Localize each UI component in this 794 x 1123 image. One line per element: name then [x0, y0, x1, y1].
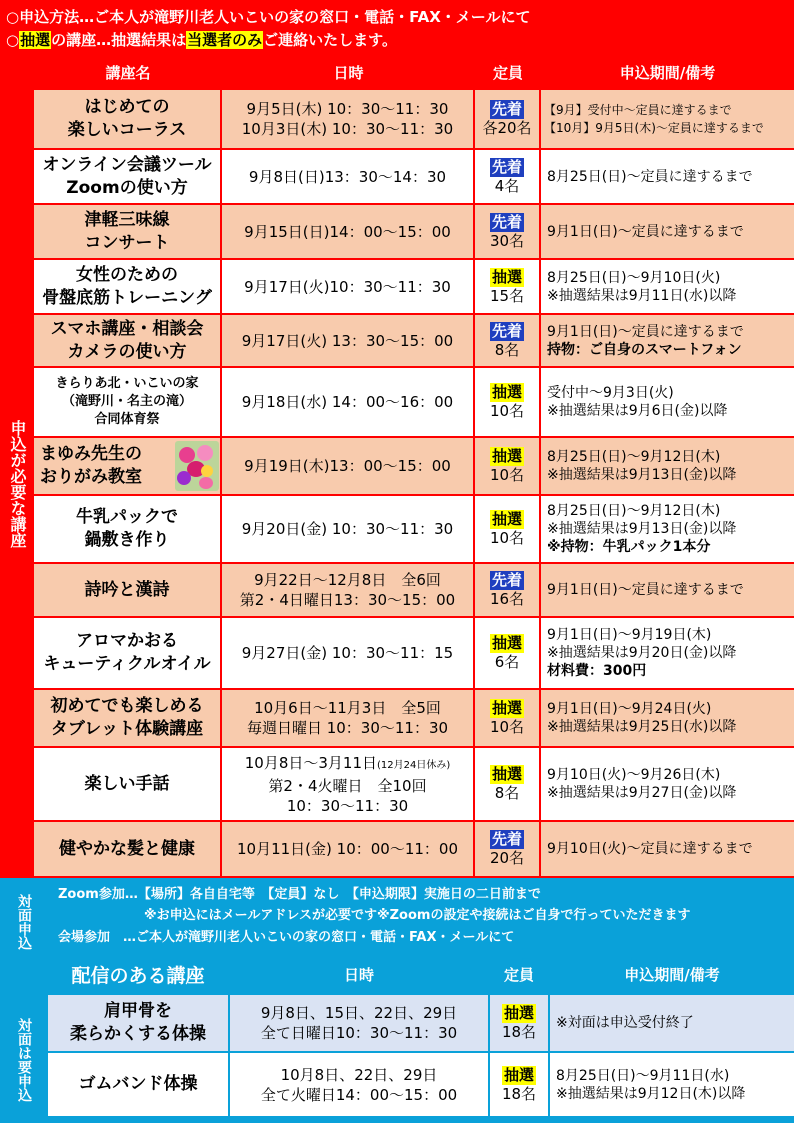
datetime-line: 10：30～11：30 [286, 796, 409, 815]
application-period [541, 618, 794, 690]
lottery-badge: 抽選 [491, 765, 522, 783]
application-period [541, 690, 794, 748]
course-capacity [475, 438, 541, 496]
course-name-line: 合同体育祭 [94, 412, 160, 427]
datetime-line: 10月3日(木) 10：30～11：30 [241, 120, 454, 138]
period-note-line: 9月1日(日)～9月19日(木) [547, 627, 712, 643]
course-datetime [222, 618, 475, 690]
period-note-line: 9月1日(日)～定員に達するまで [547, 223, 744, 240]
course-capacity [490, 1053, 550, 1118]
datetime-line: 全て日曜日10：30～11：30 [260, 1024, 458, 1042]
period-note-line: ※持物：牛乳パック1本分 [547, 539, 711, 555]
course-capacity [475, 748, 541, 822]
course-datetime [222, 822, 475, 878]
side-label-required-in-person: 対面は要申込 [16, 1017, 32, 1102]
course-name-line: 鍋敷き作り [84, 530, 170, 550]
capacity-count: 18名 [501, 1084, 537, 1103]
capacity-count: 4名 [494, 176, 520, 195]
table-row [34, 564, 794, 618]
period-note-line: ※抽選結果は9月27日(金)以降 [547, 785, 737, 801]
course-name-line: まゆみ先生の [40, 444, 142, 464]
lottery-badge: 抽選 [491, 383, 522, 401]
course-name [34, 205, 222, 260]
course-name-line: はじめての [84, 97, 170, 117]
column-header-capacity: 定員 [492, 64, 523, 82]
course-datetime [222, 690, 475, 748]
capacity-count: 20名 [489, 849, 525, 867]
datetime-line: 9月15日(日)14：00～15：00 [244, 222, 451, 241]
course-name [48, 995, 230, 1053]
application-period [541, 822, 794, 878]
lottery-badge: 抽選 [491, 447, 522, 465]
online-table-header [48, 955, 794, 995]
course-name-line: 初めてでも楽しめる [50, 696, 204, 716]
venue-info: 会場参加 …ご本人が滝野川老人いこいの家の窓口・電話・FAX・メールにて [58, 930, 515, 945]
first-come-badge: 先着 [491, 157, 522, 176]
course-capacity [490, 995, 550, 1053]
capacity-count: 8名 [494, 784, 520, 802]
lottery-badge: 抽選 [503, 1065, 534, 1084]
course-name-line: （滝野川・名主の滝） [61, 394, 192, 409]
course-name [34, 90, 222, 150]
column-header-online-capacity: 定員 [490, 955, 550, 995]
datetime-line: 10月11日(金) 10：00～11：00 [237, 840, 458, 858]
lottery-note: ○抽選の講座…抽選結果は当選者のみご連絡いたします。 [6, 31, 397, 49]
application-period [541, 260, 794, 315]
period-note-line: 8月25日(日)～9月10日(火) [547, 269, 721, 286]
period-note-line: ※抽選結果は9月13日(金)以降 [547, 467, 737, 483]
datetime-line: 9月18日(水) 14：00～16：00 [241, 393, 454, 411]
application-period [541, 150, 794, 205]
datetime-line: 9月20日(金) 10：30～11：30 [241, 520, 454, 538]
lottery-badge: 抽選 [491, 267, 522, 286]
column-header-online-title: 配信のある講座 [48, 955, 230, 995]
course-name-line: 詩吟と漢詩 [84, 579, 170, 600]
datetime-line: 10月6日～11月3日 全5回 [254, 699, 441, 717]
course-name-line: カメラの使い方 [67, 341, 187, 362]
table-row [34, 90, 794, 150]
course-name [34, 150, 222, 205]
table-row [34, 496, 794, 564]
table-row [34, 205, 794, 260]
first-come-badge: 先着 [491, 100, 522, 118]
lottery-badge: 抽選 [503, 1004, 534, 1022]
course-name-line: タブレット体験講座 [50, 719, 204, 739]
period-note-line: ※抽選結果は9月20日(金)以降 [547, 645, 737, 661]
flower-petal [201, 465, 213, 477]
course-datetime [222, 205, 475, 260]
first-come-badge: 先着 [491, 830, 522, 848]
course-datetime [222, 150, 475, 205]
period-note-line: ※対面は申込受付終了 [556, 1015, 694, 1031]
capacity-count: 18名 [501, 1023, 537, 1041]
lottery-badge: 抽選 [491, 699, 522, 717]
datetime-line: 毎週日曜日 10：30～11：30 [246, 719, 449, 737]
capacity-count: 8名 [494, 340, 520, 359]
course-capacity [475, 496, 541, 564]
capacity-count: 16名 [489, 590, 525, 608]
side-label-in-person: 対面申込 [16, 894, 32, 950]
course-capacity [475, 368, 541, 438]
course-name-line: おりがみ教室 [40, 467, 142, 487]
course-datetime [230, 995, 490, 1053]
period-note-line: 【9月】受付中～定員に達するまで [544, 103, 732, 117]
capacity-count: 6名 [494, 653, 520, 671]
course-capacity [475, 90, 541, 150]
lottery-badge: 抽選 [491, 634, 522, 652]
application-period [541, 315, 794, 368]
course-name-line: スマホ講座・相談会 [50, 318, 204, 339]
course-datetime [222, 90, 475, 150]
datetime-line: 9月8日(日)13：30～14：30 [248, 167, 447, 186]
course-capacity [475, 690, 541, 748]
datetime-line: 第2・4火曜日 全10回 [268, 776, 427, 795]
table-row [34, 315, 794, 368]
course-name-line: 健やかな髪と健康 [59, 838, 195, 859]
datetime-line: 9月17日(火) 13：30～15：00 [241, 331, 454, 350]
origami-flower-image [175, 441, 219, 491]
period-note-line: 8月25日(日)～定員に達するまで [547, 168, 753, 185]
capacity-count: 15名 [489, 286, 525, 305]
holiday-note: (12月24日休み) [377, 759, 451, 771]
application-period [541, 438, 794, 496]
period-note-line: ※抽選結果は9月13日(金)以降 [547, 521, 737, 537]
datetime-line: 9月22日～12月8日 全6回 [254, 571, 441, 589]
course-name-line: 肩甲骨を [104, 1001, 172, 1021]
application-period [541, 564, 794, 618]
table-row [34, 368, 794, 438]
course-datetime [222, 438, 475, 496]
course-name-line: ゴムバンド体操 [78, 1074, 198, 1094]
course-capacity [475, 618, 541, 690]
course-name [48, 1053, 230, 1118]
side-label-required: 申込が必要な講座 [8, 420, 27, 548]
period-note-line: ※抽選結果は9月6日(金)以降 [547, 403, 728, 419]
flower-petal [199, 477, 213, 489]
course-name-line: 楽しいコーラス [67, 120, 187, 140]
course-name [34, 368, 222, 438]
application-period [541, 496, 794, 564]
datetime-line: 10月8日、22日、29日 [280, 1065, 438, 1084]
course-name-line: 牛乳パックで [76, 507, 178, 527]
course-datetime [222, 315, 475, 368]
course-name [34, 618, 222, 690]
period-note-line: ※抽選結果は9月25日(水)以降 [547, 719, 737, 735]
datetime-range: 10月8日～3月11日 [244, 753, 377, 772]
period-note-line: 9月1日(日)～定員に達するまで [547, 582, 744, 598]
course-name [34, 748, 222, 822]
course-name-line: アロマかおる [76, 631, 178, 651]
column-header-online-date: 日時 [230, 955, 490, 995]
course-name-line: 女性のための [76, 264, 178, 285]
flower-petal [177, 471, 191, 485]
course-name [34, 315, 222, 368]
capacity-count: 30名 [489, 231, 525, 250]
application-period [541, 368, 794, 438]
course-capacity [475, 315, 541, 368]
first-come-badge: 先着 [491, 212, 522, 231]
application-period [541, 90, 794, 150]
capacity-count: 10名 [489, 529, 525, 547]
course-datetime [222, 260, 475, 315]
period-note-line: ※抽選結果は9月11日(水)以降 [547, 287, 737, 304]
course-name [34, 260, 222, 315]
capacity-count: 10名 [489, 402, 525, 420]
course-name-line: オンライン会議ツール [42, 154, 212, 175]
course-name [34, 496, 222, 564]
period-note-line: 受付中～9月3日(火) [547, 385, 674, 401]
online-table-row [48, 1053, 794, 1118]
flower-petal [197, 445, 213, 461]
zoom-info: Zoom参加…【場所】各自自宅等 【定員】なし 【申込期限】実施日の二日前まで [58, 887, 541, 902]
datetime-line: 9月8日、15日、22日、29日 [260, 1004, 458, 1022]
zoom-requirements: ※お申込にはメールアドレスが必要です※Zoomの設定や接続はご自身で行っていただきます [144, 908, 691, 923]
course-name-line: 楽しい手話 [84, 773, 170, 794]
column-header-name: 講座名 [105, 64, 151, 82]
course-datetime [222, 496, 475, 564]
period-note-line: 8月25日(日)～9月12日(木) [547, 503, 721, 519]
datetime-line: 9月19日(木)13：00～15：00 [244, 457, 451, 475]
table-row [34, 438, 794, 496]
table-row [34, 822, 794, 878]
period-note-line: 【10月】9月5日(木)～定員に達するまで [544, 121, 764, 135]
table-row [34, 150, 794, 205]
datetime-line: 9月27日(金) 10：30～11：15 [241, 644, 454, 662]
course-capacity [475, 205, 541, 260]
online-table-row [48, 995, 794, 1053]
course-name-line: きらりあ北・いこいの家 [55, 376, 199, 391]
course-capacity [475, 822, 541, 878]
course-datetime [222, 748, 475, 822]
capacity-count: 各20名 [482, 119, 532, 137]
period-note-line: ※抽選結果は9月12日(木)以降 [556, 1085, 746, 1102]
course-name-line: コンサート [84, 232, 170, 253]
period-note-line: 8月25日(日)～9月12日(木) [547, 449, 721, 465]
course-datetime [230, 1053, 490, 1118]
lottery-badge: 抽選 [491, 510, 522, 528]
course-name-line: 津軽三味線 [84, 209, 170, 230]
first-come-badge: 先着 [491, 321, 522, 340]
period-note-line: 9月1日(日)～定員に達するまで [547, 323, 744, 340]
datetime-line: 9月5日(木) 10：30～11：30 [246, 100, 449, 118]
course-datetime [222, 564, 475, 618]
application-period [550, 1053, 794, 1118]
column-header-online-period: 申込期間/備考 [550, 955, 794, 995]
period-note-line: 9月10日(火)～定員に達するまで [547, 841, 753, 857]
course-name-line: キューティクルオイル [43, 654, 211, 674]
datetime-line: 第2・4日曜日13：30～15：00 [239, 591, 456, 609]
course-name [34, 438, 222, 496]
period-note-line: 8月25日(日)～9月11日(水) [556, 1067, 730, 1084]
datetime-line: 全て火曜日14：00～15：00 [260, 1085, 458, 1104]
course-capacity [475, 564, 541, 618]
column-header-period: 申込期間/備考 [619, 64, 716, 82]
course-capacity [475, 150, 541, 205]
first-come-badge: 先着 [491, 571, 522, 589]
application-method-note: ○申込方法…ご本人が滝野川老人いこいの家の窓口・電話・FAX・メールにて [6, 8, 531, 26]
course-name-line: Zoomの使い方 [66, 177, 188, 198]
table-row [34, 690, 794, 748]
course-name-line: 骨盤底筋トレーニング [42, 287, 212, 308]
table-row [34, 748, 794, 822]
period-note-line: 9月10日(火)～9月26日(木) [547, 767, 721, 783]
period-note-line: 9月1日(日)～9月24日(火) [547, 701, 712, 717]
course-name [34, 564, 222, 618]
table-row [34, 260, 794, 315]
course-datetime [222, 368, 475, 438]
capacity-count: 10名 [489, 718, 525, 736]
column-header-date: 日時 [333, 64, 364, 82]
datetime-line [245, 753, 451, 776]
course-name-line: 柔らかくする体操 [70, 1024, 206, 1044]
application-period [541, 205, 794, 260]
datetime-line: 9月17日(火)10：30～11：30 [244, 277, 451, 296]
course-name [34, 690, 222, 748]
course-name [34, 822, 222, 878]
table-row [34, 618, 794, 690]
application-period [550, 995, 794, 1053]
application-period [541, 748, 794, 822]
period-note-line: 材料費：300円 [547, 663, 647, 679]
period-note-line: 持物：ご自身のスマートフォン [547, 341, 742, 358]
course-capacity [475, 260, 541, 315]
capacity-count: 10名 [489, 466, 525, 484]
